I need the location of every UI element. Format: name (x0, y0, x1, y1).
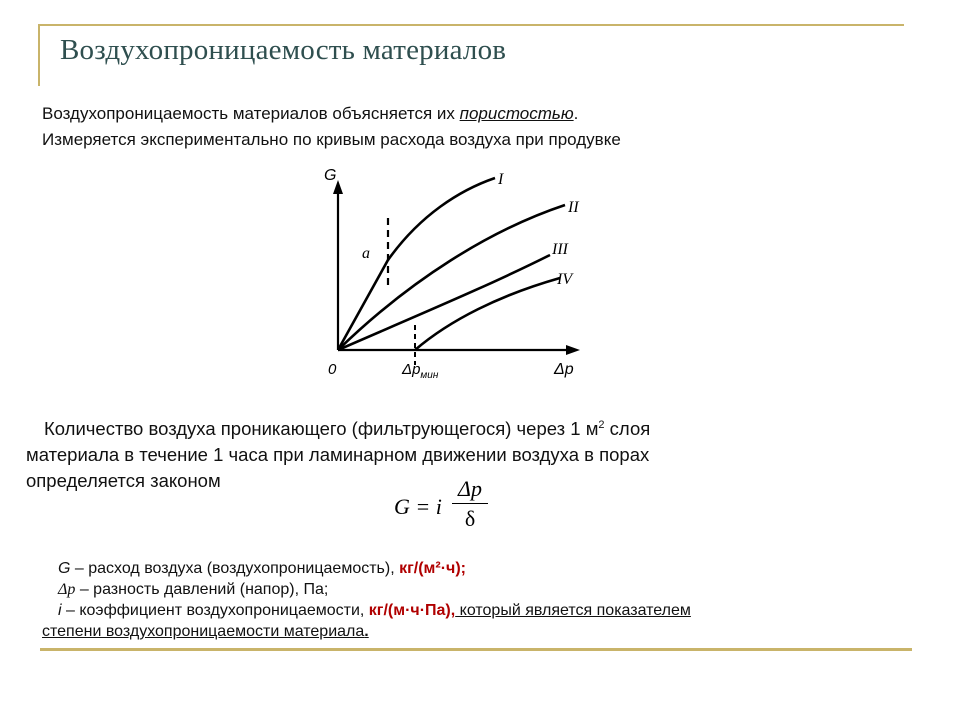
curve-1-label: I (498, 171, 504, 188)
frame-left-line (38, 24, 40, 86)
formula-denominator: δ (464, 506, 476, 531)
explanation-paragraph (26, 412, 856, 494)
i-tail-2: степени воздухопроницаемости материала (42, 623, 365, 640)
intro-line-1-end: . (573, 104, 579, 123)
x-marker-main: Δp (402, 361, 421, 378)
g-unit: кг/(м²·ч); (399, 560, 466, 577)
curve-2-label: II (568, 199, 579, 216)
curve-3 (338, 255, 550, 350)
slide-title: Воздухопроницаемость материалов (60, 34, 507, 66)
fraction-bar (452, 503, 488, 504)
i-comma: , (450, 602, 456, 619)
curve-3-label: III (552, 241, 568, 258)
definition-i-continued (42, 621, 922, 642)
x-axis-arrow (566, 345, 580, 355)
paragraph-line-1-end: слоя (604, 418, 651, 440)
y-axis-label: G (324, 167, 337, 184)
curve-4-label: IV (557, 271, 573, 288)
formula-lhs: G = i (394, 494, 442, 519)
formula-numerator: Δp (458, 476, 482, 501)
paragraph-line-3: определяется законом (26, 470, 221, 492)
frame-bottom-line (40, 648, 912, 651)
i-text: – коэффициент воздухопроницаемости, (61, 602, 369, 619)
g-text: – расход воздуха (воздухопроницаемость), (70, 560, 400, 577)
definition-dp (42, 579, 922, 600)
paragraph-line-1-text: Количество воздуха проникающего (фильтрующегося) через 1 м (44, 418, 599, 440)
airflow-graph (310, 160, 600, 390)
intro-line-1-start: Воздухопроницаемость материалов объясняется их (42, 104, 460, 123)
paragraph-line-2: материала в течение 1 часа при ламинарном движении воздуха в порах (26, 444, 650, 466)
symbol-definitions (42, 558, 922, 642)
definition-g (42, 558, 922, 579)
g-symbol: G (58, 560, 71, 577)
curve-1 (338, 178, 495, 350)
paragraph-line-1 (26, 412, 856, 442)
intro-line-2: Измеряется экспериментально по кривым расхода воздуха при продувке (42, 130, 621, 149)
paragraph-superscript: 2 (598, 419, 605, 431)
intro-emphasis: пористостью (459, 104, 574, 123)
curve-4 (415, 278, 560, 350)
x-axis-label: Δp (554, 361, 574, 378)
i-unit: кг/(м·ч·Па) (368, 602, 451, 619)
x-marker-sub: мин (420, 370, 439, 381)
formula-fraction (452, 476, 488, 532)
dp-text: – разность давлений (напор), Па; (75, 581, 329, 598)
intro-text (42, 101, 621, 153)
point-a-label: a (362, 245, 370, 262)
frame-top-line (38, 24, 904, 26)
i-symbol: i (58, 602, 62, 619)
curve-2 (338, 205, 565, 350)
intro-line-1 (42, 101, 621, 127)
i-end: . (364, 623, 369, 640)
definition-i (42, 600, 922, 621)
dp-symbol: Δp (58, 581, 76, 598)
x-marker-label (401, 361, 439, 381)
origin-label: 0 (328, 361, 337, 378)
i-tail: который является показателем (455, 602, 691, 619)
